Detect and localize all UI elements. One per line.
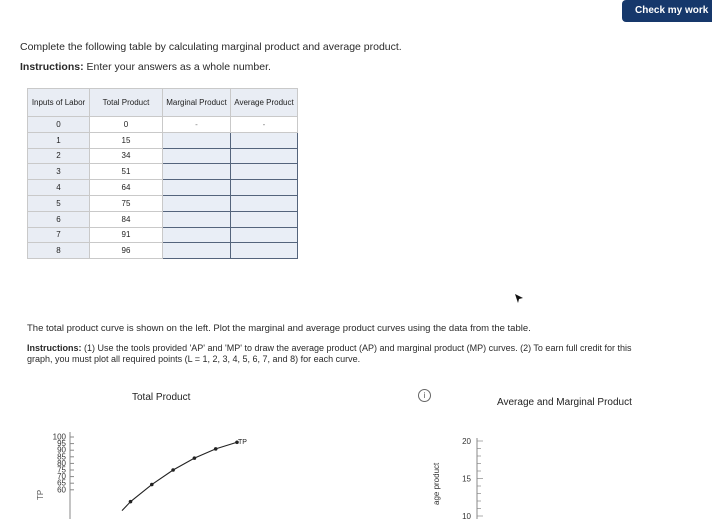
total-product-cell: 64 [90,180,163,196]
table-row [28,195,298,211]
total-product-cell: 51 [90,164,163,180]
tp-y-tick-label: 85 [57,452,66,462]
total-product-chart-title: Total Product [132,392,191,403]
graph-instructions-body: (1) Use the tools provided 'AP' and 'MP' to draw the average product (AP) and marginal product (MP) curves. (2) To earn full credit for this graph, you must plot all required points (L = 1, 2, 3, 4, 5, 6, 7, and 8) for each curve. [27,343,632,364]
marginal-product-input[interactable] [163,227,231,243]
graph-instructions [27,343,647,365]
tp-y-tick-label: 65 [57,478,66,488]
table-row [28,148,298,164]
table-row [28,211,298,227]
average-product-input[interactable] [231,164,298,180]
total-product-cell: 15 [90,132,163,148]
tp-data-point [171,468,175,472]
labor-cell: 5 [28,195,90,211]
labor-cell: 0 [28,117,90,133]
question-text: Complete the following table by calculating marginal product and average product. [20,41,402,53]
info-icon[interactable]: i [418,389,431,402]
tp-y-tick-label: 60 [57,485,66,495]
table-row [28,180,298,196]
tp-y-tick-label: 70 [57,472,66,482]
header-average-product: Average Product [231,89,298,117]
average-product-input[interactable] [231,227,298,243]
tp-data-point [214,447,218,451]
table-row [28,227,298,243]
average-product-input[interactable] [231,132,298,148]
labor-cell: 7 [28,227,90,243]
mouse-cursor-icon [513,293,525,305]
average-product-input[interactable] [231,195,298,211]
table-row [28,117,298,133]
tp-data-point [150,483,154,487]
table-row [28,164,298,180]
total-product-cell: 84 [90,211,163,227]
am-y-tick-label: 10 [462,512,471,519]
table-header-row [28,89,298,117]
average-product-input[interactable] [231,211,298,227]
header-total-product: Total Product [90,89,163,117]
labor-cell: 3 [28,164,90,180]
tp-y-tick-label: 90 [57,445,66,455]
tp-y-tick-label: 80 [57,458,66,468]
total-product-chart[interactable] [40,428,300,519]
average-product-input[interactable] [231,180,298,196]
header-inputs-of-labor: Inputs of Labor [28,89,90,117]
instructions-label: Instructions: [20,61,84,73]
marginal-product-input[interactable] [163,195,231,211]
question-instructions [20,61,271,73]
check-my-work-button[interactable]: Check my work [622,0,712,22]
total-product-cell: 75 [90,195,163,211]
total-product-cell: 0 [90,117,163,133]
marginal-product-cell: - [163,117,231,133]
labor-cell: 1 [28,132,90,148]
tp-y-tick-label: 100 [52,432,66,442]
marginal-product-input[interactable] [163,211,231,227]
marginal-product-input[interactable] [163,164,231,180]
tp-curve-label: TP [238,439,247,446]
am-y-tick-label: 15 [462,474,471,484]
tp-y-tick-label: 95 [57,439,66,449]
average-product-input[interactable] [231,148,298,164]
total-product-cell: 34 [90,148,163,164]
marginal-product-input[interactable] [163,148,231,164]
total-product-cell: 96 [90,243,163,259]
instructions-body: Enter your answers as a whole number. [83,61,271,73]
tp-y-tick-label: 75 [57,465,66,475]
tp-axis-tag: TP [36,489,45,500]
labor-cell: 8 [28,243,90,259]
header-marginal-product: Marginal Product [163,89,231,117]
labor-cell: 4 [28,180,90,196]
marginal-product-input[interactable] [163,132,231,148]
am-chart-title: Average and Marginal Product [497,397,632,408]
tp-data-point [193,456,197,460]
am-y-tick-label: 20 [462,437,471,446]
table-row [28,243,298,259]
graph-instructions-label: Instructions: [27,343,82,353]
marginal-product-input[interactable] [163,180,231,196]
graph-description: The total product curve is shown on the left. Plot the marginal and average product curves using the data from the table. [27,323,531,334]
tp-data-point [129,500,133,504]
labor-cell: 6 [28,211,90,227]
average-marginal-product-chart[interactable] [450,430,540,519]
product-table [27,88,298,259]
labor-cell: 2 [28,148,90,164]
total-product-cell: 91 [90,227,163,243]
marginal-product-input[interactable] [163,243,231,259]
am-y-axis-label: age product [432,462,441,505]
tp-curve-line [122,442,237,510]
average-product-cell: - [231,117,298,133]
average-product-input[interactable] [231,243,298,259]
table-row [28,132,298,148]
